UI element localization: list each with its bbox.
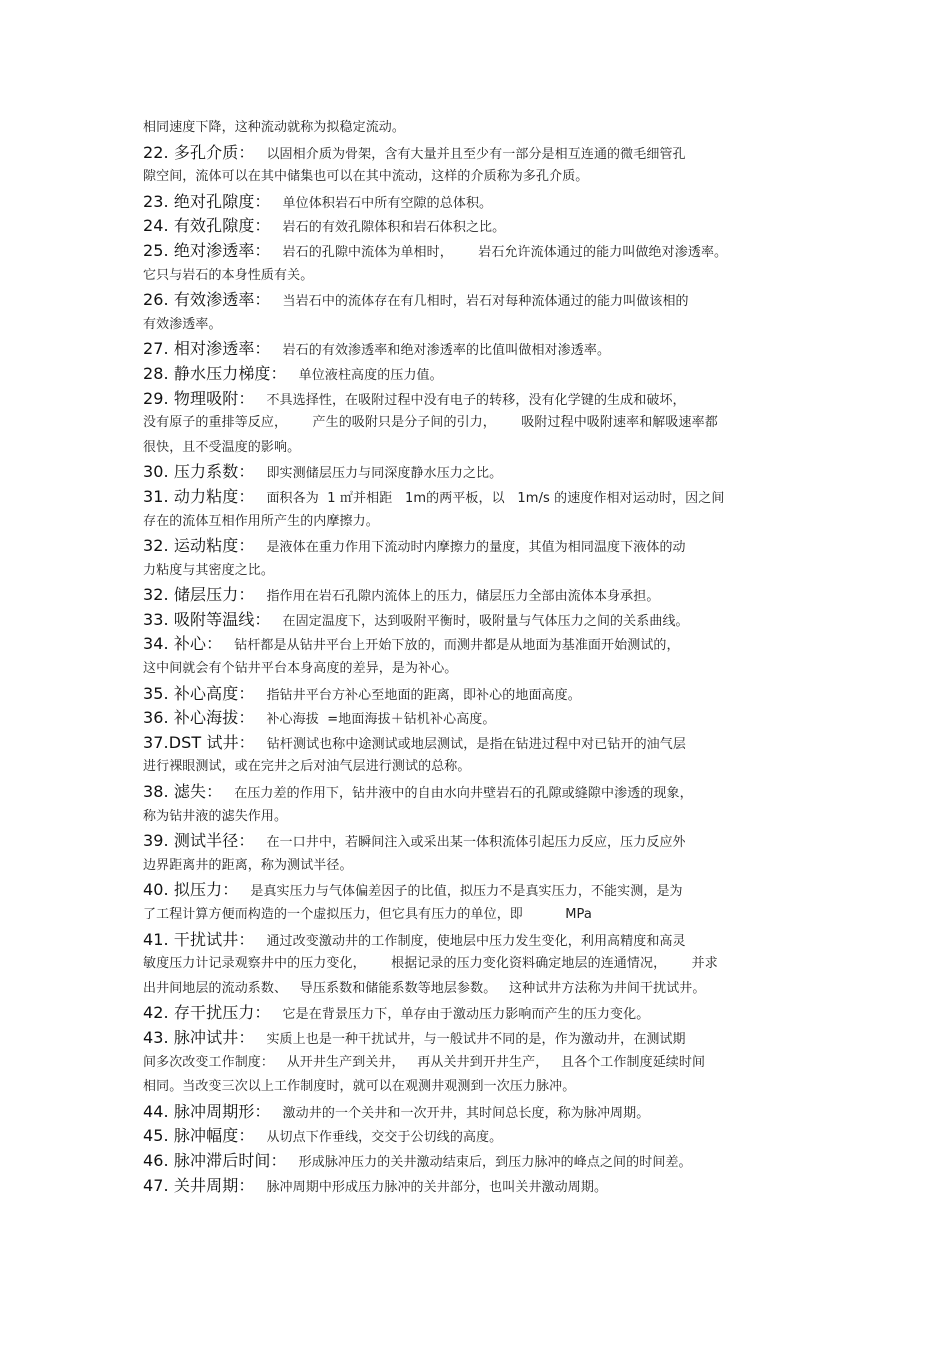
text-line [143,116,813,141]
definition-text: 以固相介质为骨架，含有大量并且至少有一部分是相互连通的微毛细管孔 [266,146,686,162]
definition-text: 钻杆测试也称中途测试或地层测试，是指在钻进过程中对已钻开的油气层 [266,736,686,752]
text-line [143,1100,813,1125]
definition-text: 单位体积岩石中所有空隙的总体积。 [282,195,493,211]
text-line [143,460,813,485]
definition-text: 不具选择性，在吸附过程中没有电子的转移，没有化学键的生成和破坏， [266,392,686,408]
definition-text: 形成脉冲压力的关井激动结束后，到压力脉冲的峰点之间的时间差。 [298,1154,692,1170]
glossary-entry [143,387,813,461]
definition-text: 敏度压力计记录观察井中的压力变化， 根据记录的压力变化资料确定地层的连通情况， 并求 [143,956,718,972]
term-heading: 27. 相对渗透率： [143,339,271,359]
term-heading: 30. 压力系数： [143,462,255,482]
glossary-entry [143,534,813,583]
term-heading: 43. 脉冲试井： [143,1027,255,1047]
glossary-entry [143,1026,813,1100]
glossary-entry [143,731,813,780]
text-line [143,1026,813,1051]
definition-text: 在压力差的作用下，钻井液中的自由水向井壁岩石的孔隙或缝隙中渗透的现象， [234,786,693,802]
text-line [143,190,813,215]
text-line [143,657,813,682]
text-line [143,854,813,879]
definition-text: 指作用在岩石孔隙内流体上的压力，储层压力全部由流体本身承担。 [266,589,660,605]
term-heading: 39. 测试半径： [143,831,255,851]
term-heading: 22. 多孔介质： [143,142,255,162]
text-line [143,337,813,362]
definition-text: 隙空间，流体可以在其中储集也可以在其中流动，这样的介质称为多孔介质。 [143,169,589,185]
text-line [143,706,813,731]
text-line [143,288,813,313]
text-line [143,682,813,707]
text-line [143,1174,813,1199]
text-line [143,878,813,903]
text-line [143,165,813,190]
text-line [143,632,813,657]
definition-text: 补心海拔 =地面海拔＋钻机补心高度。 [266,712,496,728]
glossary-entry [143,1100,813,1125]
term-heading: 36. 补心海拔： [143,708,255,728]
definition-text: 相同。当改变三次以上工作制度时，就可以在观测井观测到一次压力脉冲。 [143,1079,576,1095]
definition-text: 没有原子的重排等反应， 产生的吸附只是分子间的引力， 吸附过程中吸附速率和解吸速率都 [143,415,718,431]
text-line [143,952,813,977]
text-line [143,1051,813,1076]
definition-text: 指钻井平台方补心至地面的距离，即补心的地面高度。 [266,687,581,703]
definition-text: 很快，且不受温度的影响。 [143,439,301,455]
text-line [143,805,813,830]
definition-text: 面积各为 1 ㎡并相距 1m的两平板，以 1m/s 的速度作相对运动时，因之间 [266,490,725,506]
text-line [143,608,813,633]
glossary-entry [143,1001,813,1026]
term-heading: 34. 补心： [143,634,223,654]
text-line [143,1124,813,1149]
term-heading: 41. 干扰试井： [143,929,255,949]
term-heading: 23. 绝对孔隙度： [143,191,271,211]
definition-text: 从切点下作垂线，交交于公切线的高度。 [266,1130,503,1146]
text-line [143,583,813,608]
text-line [143,903,813,928]
text-line [143,780,813,805]
glossary-entry [143,682,813,707]
glossary-content [143,116,813,1198]
text-line [143,977,813,1002]
text-line [143,1075,813,1100]
definition-text: 它是在背景压力下，单存由于激动压力影响而产生的压力变化。 [282,1007,650,1023]
definition-text: 当岩石中的流体存在有几相时，岩石对每种流体通过的能力叫做该相的 [282,294,689,310]
definition-text: 是液体在重力作用下流动时内摩擦力的量度，其值为相同温度下液体的动 [266,540,686,556]
glossary-entry [143,780,813,829]
definition-text: 边界距离井的距离，称为测试半径。 [143,857,353,873]
definition-text: 在一口井中，若瞬间注入或采出某一体积流体引起压力反应，压力反应外 [266,835,686,851]
text-line [143,731,813,756]
text-line [143,387,813,412]
glossary-entry [143,485,813,534]
term-heading: 32. 储层压力： [143,585,255,605]
definition-text: 相同速度下降，这种流动就称为拟稳定流动。 [143,120,406,135]
definition-text: 钻杆都是从钻井平台上开始下放的，而测井都是从地面为基准面开始测试的， [234,638,680,654]
definition-text: 了工程计算方便而构造的一个虚拟压力，但它具有压力的单位，即 MPa [143,907,592,922]
glossary-entry [143,214,813,239]
term-heading: 26. 有效渗透率： [143,290,271,310]
text-line [143,829,813,854]
definition-text: 出井间地层的流动系数、 导压系数和储能系数等地层参数。 这种试井方法称为井间干扰试井。 [143,980,706,996]
glossary-entry [143,583,813,608]
definition-text: 是真实压力与气体偏差因子的比值，拟压力不是真实压力，不能实测，是为 [250,884,683,900]
definition-text: 有效渗透率。 [143,316,222,332]
glossary-entry [143,632,813,681]
definition-text: 岩石的有效孔隙体积和岩石体积之比。 [282,220,506,236]
definition-text: 即实测储层压力与同深度静水压力之比。 [266,466,503,482]
text-line [143,362,813,387]
text-line [143,411,813,436]
text-line [143,214,813,239]
text-line [143,141,813,166]
definition-text: 在固定温度下，达到吸附平衡时，吸附量与气体压力之间的关系曲线。 [282,613,689,629]
term-heading: 33. 吸附等温线： [143,609,271,629]
definition-text: 岩石的孔隙中流体为单相时， 岩石允许流体通过的能力叫做绝对渗透率。 [282,244,728,260]
definition-text: 单位液柱高度的压力值。 [298,367,443,383]
glossary-entry [143,190,813,215]
definition-text: 脉冲周期中形成压力脉冲的关井部分，也叫关井激动周期。 [266,1179,608,1195]
glossary-entry [143,608,813,633]
definition-text: 力粘度与其密度之比。 [143,562,275,578]
term-heading: 38. 滤失： [143,782,223,802]
term-heading: 35. 补心高度： [143,683,255,703]
text-line [143,755,813,780]
definition-text: 激动井的一个关井和一次开井，其时间总长度，称为脉冲周期。 [282,1105,650,1121]
glossary-entry [143,239,813,288]
term-heading: 46. 脉冲滞后时间： [143,1150,287,1170]
term-heading: 25. 绝对渗透率： [143,240,271,260]
definition-text: 称为钻井液的滤失作用。 [143,808,288,824]
term-heading: 47. 关井周期： [143,1175,255,1195]
text-line [143,928,813,953]
glossary-entry [143,116,813,141]
text-line [143,510,813,535]
text-line [143,264,813,289]
glossary-entry [143,1149,813,1174]
glossary-entry [143,141,813,190]
glossary-entry [143,362,813,387]
glossary-entry [143,1124,813,1149]
term-heading: 29. 物理吸附： [143,388,255,408]
definition-text: 这中间就会有个钻井平台本身高度的差异，是为补心。 [143,661,458,677]
definition-text: 存在的流体互相作用所产生的内摩擦力。 [143,513,379,529]
text-line [143,559,813,584]
glossary-entry [143,1174,813,1199]
term-heading: 45. 脉冲幅度： [143,1126,255,1146]
term-heading: 24. 有效孔隙度： [143,216,271,236]
text-line [143,313,813,338]
definition-text: 间多次改变工作制度： 从开井生产到关井， 再从关井到开井生产， 且各个工作制度延续时间 [143,1054,706,1070]
glossary-entry [143,288,813,337]
text-line [143,1149,813,1174]
text-line [143,239,813,264]
term-heading: 40. 拟压力： [143,880,239,900]
glossary-entry [143,928,813,1002]
definition-text: 它只与岩石的本身性质有关。 [143,267,314,283]
glossary-entry [143,878,813,927]
glossary-entry [143,460,813,485]
glossary-entry [143,829,813,878]
term-heading: 37.DST 试井： [143,732,255,752]
definition-text: 实质上也是一种干扰试井，与一般试井不同的是，作为激动井，在测试期 [266,1031,686,1047]
term-heading: 28. 静水压力梯度： [143,363,287,383]
text-line [143,1001,813,1026]
definition-text: 进行裸眼测试，或在完井之后对油气层进行测试的总称。 [143,759,471,775]
definition-text: 通过改变激动井的工作制度，使地层中压力发生变化，利用高精度和高灵 [266,933,686,949]
term-heading: 32. 运动粘度： [143,536,255,556]
text-line [143,534,813,559]
term-heading: 42. 存干扰压力： [143,1003,271,1023]
text-line [143,436,813,461]
term-heading: 44. 脉冲周期形： [143,1101,271,1121]
glossary-entry [143,337,813,362]
term-heading: 31. 动力粘度： [143,486,255,506]
definition-text: 岩石的有效渗透率和绝对渗透率的比值叫做相对渗透率。 [282,343,611,359]
text-line [143,485,813,510]
glossary-entry [143,706,813,731]
